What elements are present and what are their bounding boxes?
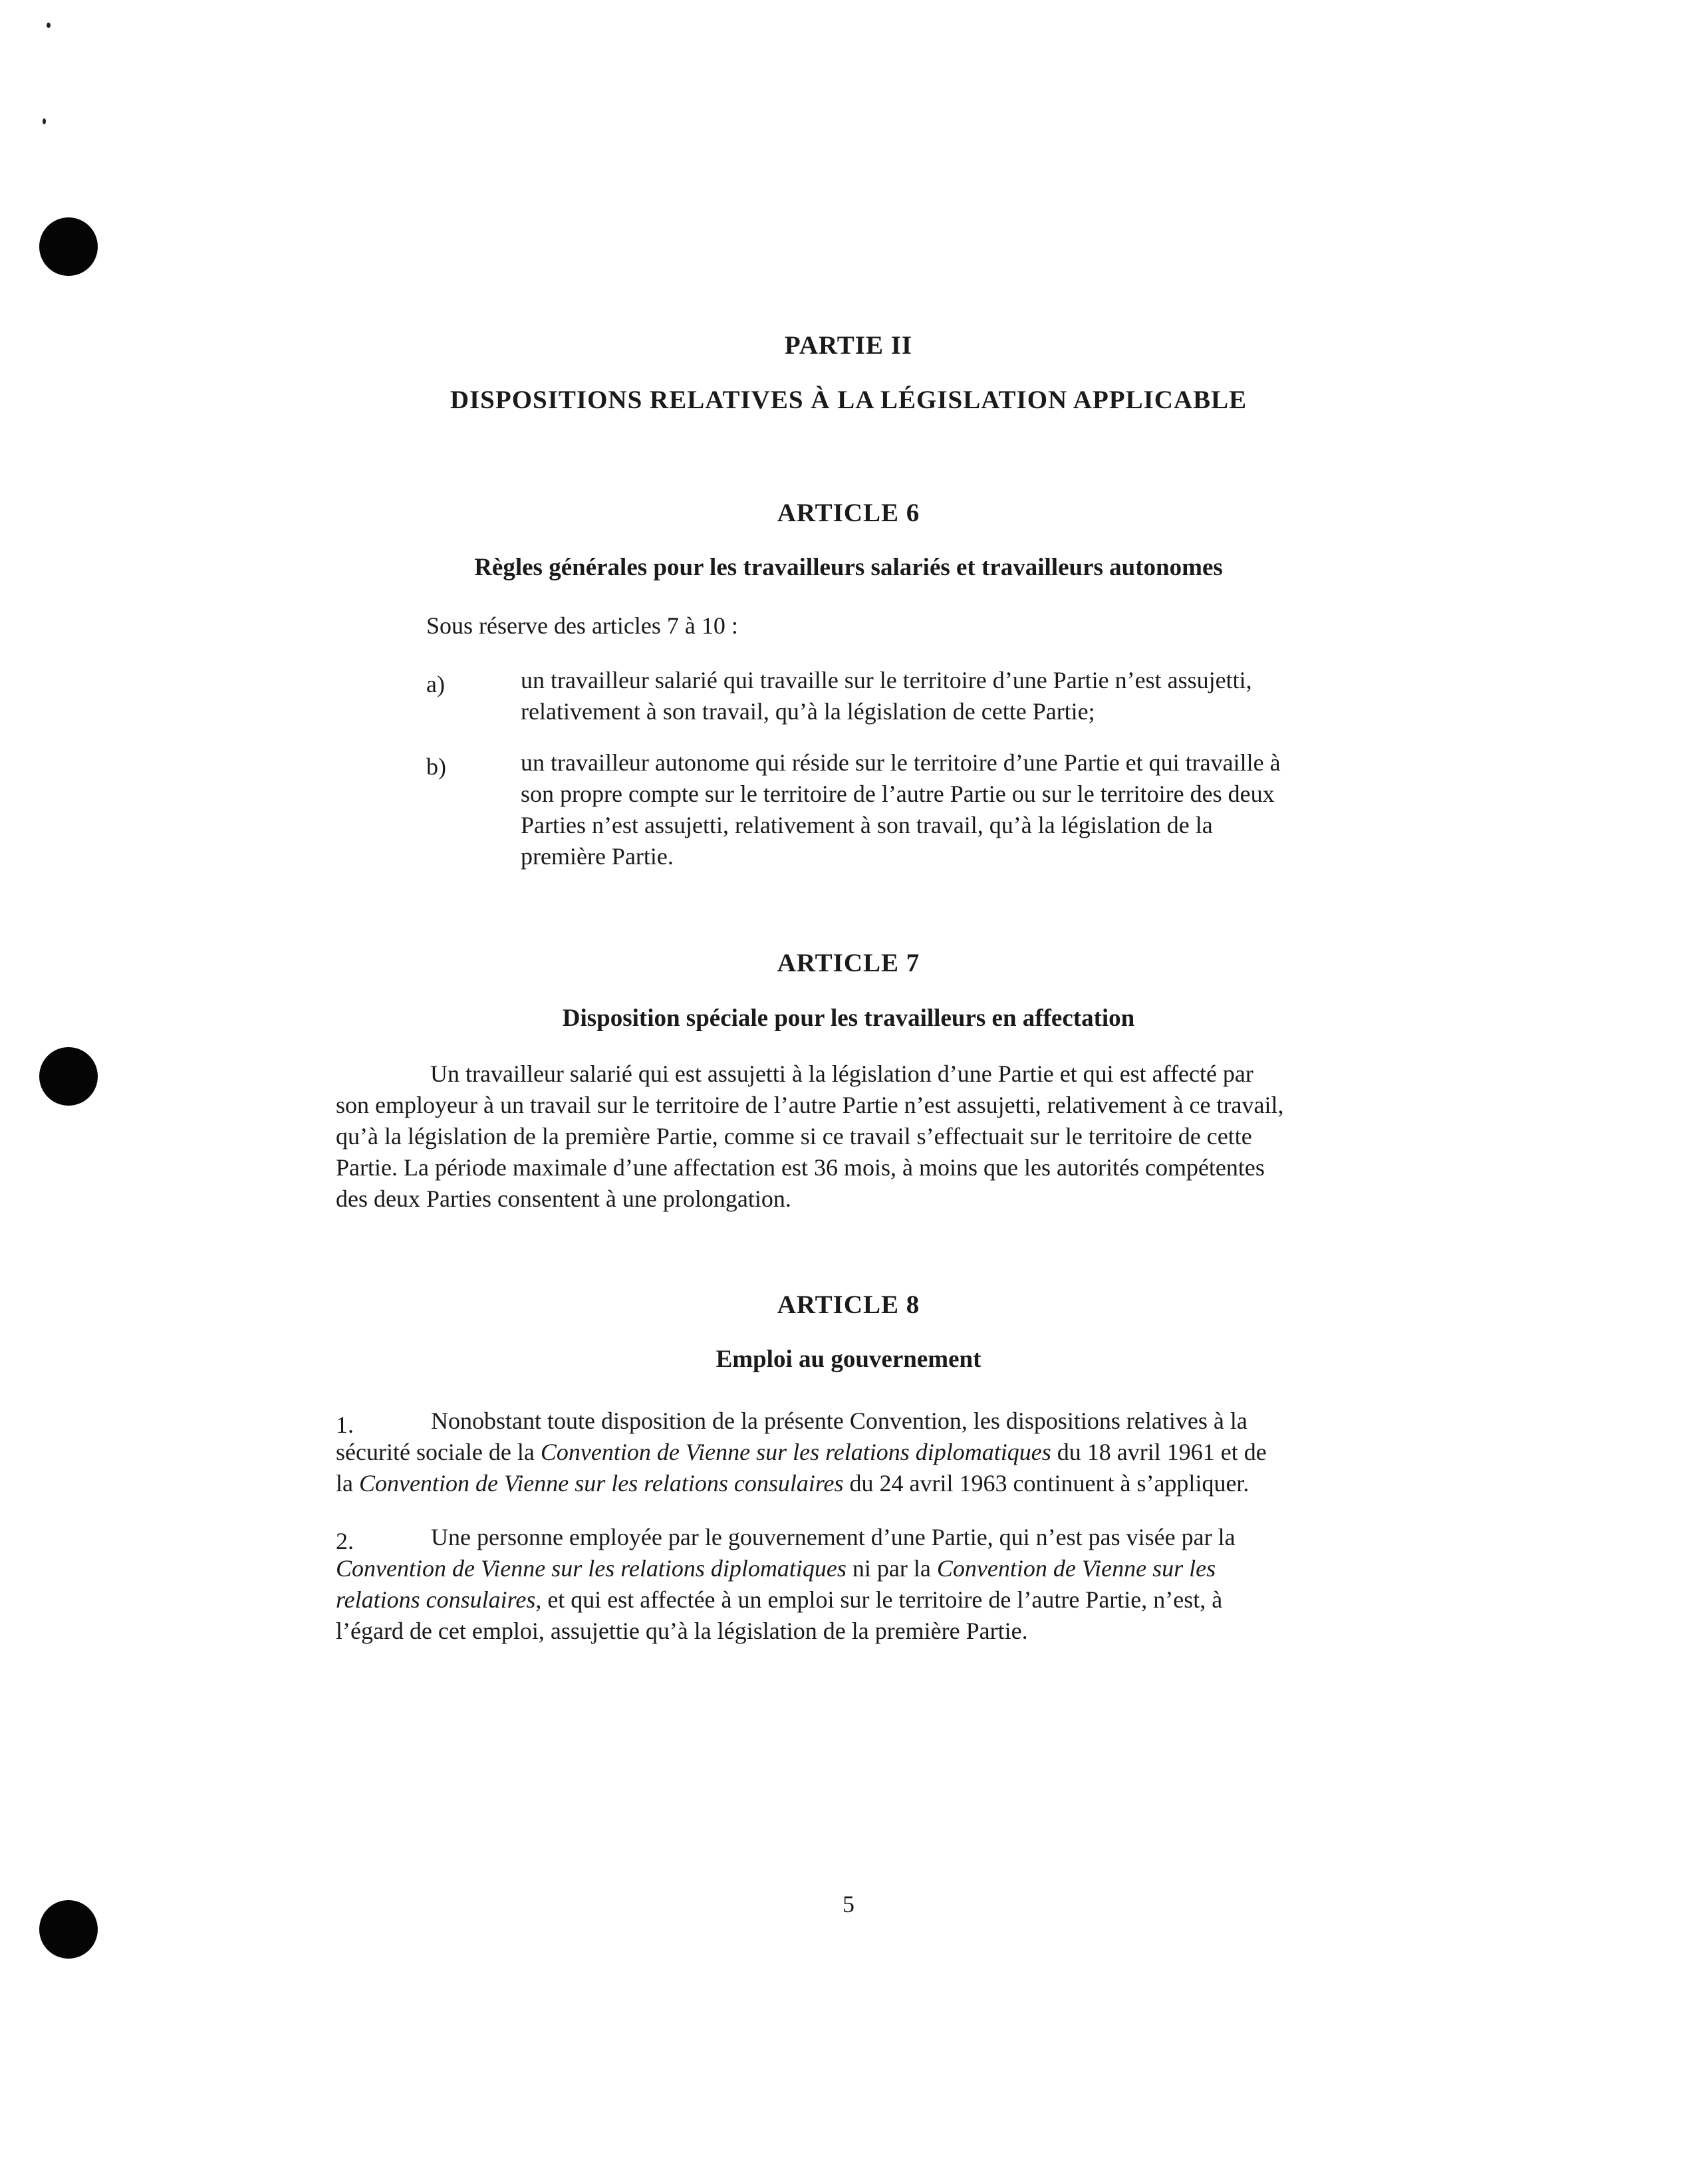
treaty-title: relations consulaires bbox=[336, 1586, 536, 1613]
text-run: du 18 avril 1961 et de bbox=[1051, 1439, 1267, 1465]
article-7-line: qu’à la législation de la première Partie, comme si ce travail s’effectuait sur le territoire de cette bbox=[336, 1123, 1252, 1150]
article-8-heading: ARTICLE 8 bbox=[777, 1290, 920, 1319]
paragraph-1-line: Nonobstant toute disposition de la présente Convention, les dispositions relatives à la bbox=[431, 1407, 1247, 1434]
scan-speck bbox=[47, 23, 51, 28]
article-8-paragraph-2 bbox=[336, 1522, 1236, 1647]
item-b-line: son propre compte sur le territoire de l’autre Partie ou sur le territoire des deux bbox=[521, 781, 1275, 807]
text-run: ni par la bbox=[846, 1555, 937, 1582]
treaty-title: Convention de Vienne sur les relations diplomatiques bbox=[540, 1439, 1051, 1465]
article-8-paragraph-1 bbox=[336, 1405, 1267, 1499]
part-heading: PARTIE II bbox=[784, 331, 913, 360]
item-b-line: un travailleur autonome qui réside sur le territoire d’une Partie et qui travaille à bbox=[521, 749, 1281, 776]
paragraph-2-line: l’égard de cet emploi, assujettie qu’à la législation de la première Partie. bbox=[336, 1618, 1028, 1644]
punch-hole bbox=[39, 1047, 98, 1106]
article-6-intro: Sous réserve des articles 7 à 10 : bbox=[426, 612, 738, 639]
part-title: DISPOSITIONS RELATIVES À LA LÉGISLATION APPLICABLE bbox=[450, 386, 1247, 414]
item-b-line: Parties n’est assujetti, relativement à son travail, qu’à la législation de la bbox=[521, 812, 1213, 838]
paragraph-2-line: Une personne employée par le gouvernement d’une Partie, qui n’est pas visée par la bbox=[431, 1524, 1236, 1550]
scan-speck bbox=[43, 118, 46, 124]
treaty-title: Convention de Vienne sur les relations diplomatiques bbox=[336, 1555, 847, 1582]
article-7-heading: ARTICLE 7 bbox=[777, 949, 920, 977]
item-a-line: un travailleur salarié qui travaille sur le territoire d’une Partie n’est assujetti, bbox=[521, 667, 1252, 693]
text-run: , et qui est affectée à un emploi sur le territoire de l’autre Partie, n’est, à bbox=[535, 1586, 1223, 1613]
article-7-line: Partie. La période maximale d’une affectation est 36 mois, à moins que les autorités compétentes bbox=[336, 1154, 1265, 1181]
treaty-title: Convention de Vienne sur les relations consulaires bbox=[358, 1470, 844, 1497]
item-a-line: relativement à son travail, qu’à la législation de cette Partie; bbox=[521, 698, 1095, 725]
text-run: la bbox=[336, 1470, 359, 1497]
paragraph-1-number: 1. bbox=[336, 1411, 354, 1438]
item-b-marker: b) bbox=[426, 753, 446, 780]
article-6-title: Règles générales pour les travailleurs salariés et travailleurs autonomes bbox=[474, 554, 1223, 581]
article-7-line: son employeur à un travail sur le territoire de l’autre Partie n’est assujetti, relativement à ce travail, bbox=[336, 1092, 1284, 1118]
paragraph-2-line bbox=[336, 1584, 1236, 1616]
article-7-line: des deux Parties consentent à une prolongation. bbox=[336, 1185, 791, 1212]
treaty-title: Convention de Vienne sur les bbox=[936, 1555, 1216, 1582]
text-run: sécurité sociale de la bbox=[336, 1439, 541, 1465]
article-7-line: Un travailleur salarié qui est assujetti à la législation d’une Partie et qui est affecté par bbox=[430, 1060, 1253, 1087]
paragraph-2-line bbox=[336, 1553, 1236, 1584]
article-7-paragraph bbox=[336, 1058, 1283, 1215]
paragraph-1-line bbox=[336, 1468, 1267, 1499]
article-7-title: Disposition spéciale pour les travailleurs en affectation bbox=[562, 1005, 1135, 1032]
article-6-heading: ARTICLE 6 bbox=[777, 499, 920, 527]
item-a-text bbox=[521, 665, 1252, 727]
article-8-title: Emploi au gouvernement bbox=[716, 1346, 981, 1373]
punch-hole bbox=[39, 217, 98, 276]
text-run: du 24 avril 1963 continuent à s’appliquer. bbox=[843, 1470, 1249, 1497]
paragraph-1-line bbox=[336, 1437, 1267, 1468]
item-b-text bbox=[521, 747, 1281, 872]
item-a-marker: a) bbox=[426, 671, 445, 697]
page-number: 5 bbox=[843, 1891, 854, 1917]
paragraph-2-number: 2. bbox=[336, 1528, 354, 1554]
item-b-line: première Partie. bbox=[521, 843, 674, 870]
